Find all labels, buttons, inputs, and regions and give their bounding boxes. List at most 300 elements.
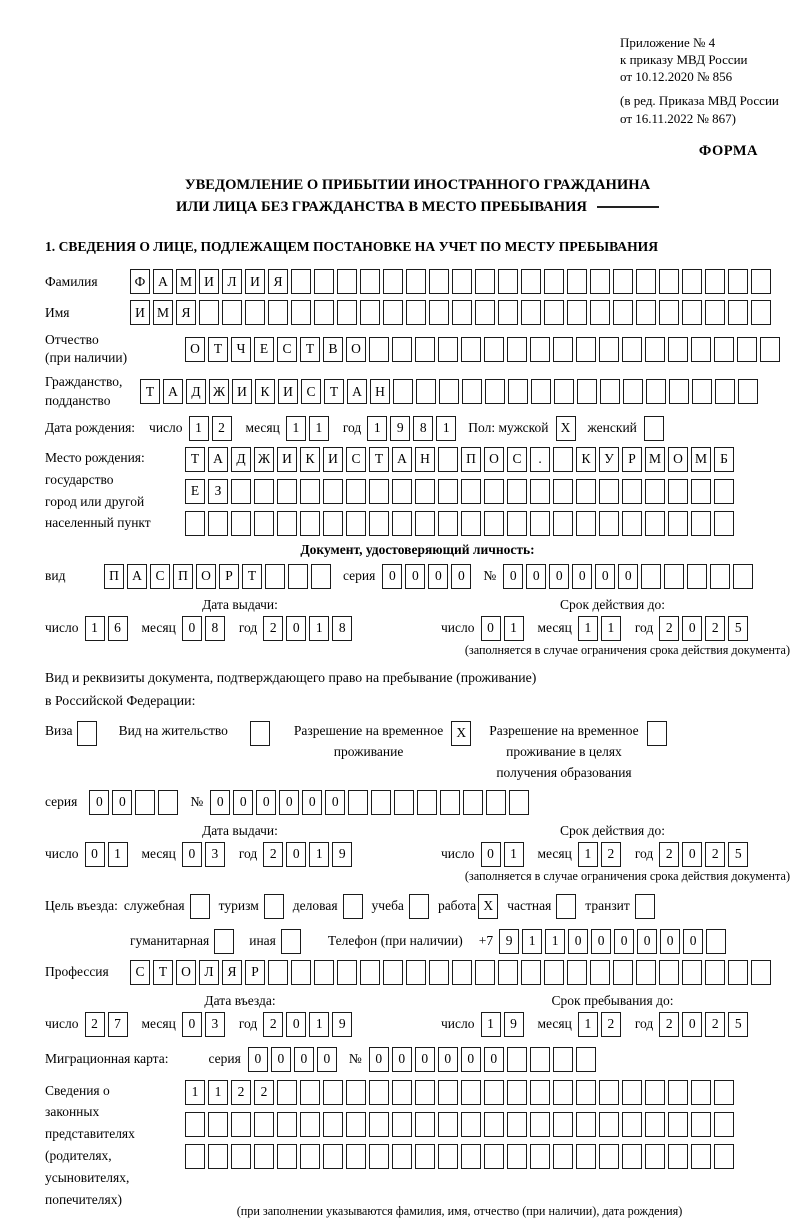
char-cell[interactable]	[485, 379, 505, 404]
char-cell[interactable]	[484, 1080, 504, 1105]
char-cell[interactable]: 0	[637, 929, 657, 954]
char-cell[interactable]	[348, 790, 368, 815]
char-cell[interactable]: И	[245, 269, 265, 294]
char-cell[interactable]: А	[208, 447, 228, 472]
char-cell[interactable]	[360, 300, 380, 325]
char-cell[interactable]	[462, 379, 482, 404]
char-cell[interactable]: 0	[503, 564, 523, 589]
char-cell[interactable]	[475, 960, 495, 985]
char-cell[interactable]	[314, 960, 334, 985]
char-cell[interactable]	[406, 960, 426, 985]
char-cell[interactable]: С	[301, 379, 321, 404]
char-cell[interactable]	[264, 894, 284, 919]
char-cell[interactable]	[576, 1047, 596, 1072]
char-cell[interactable]	[751, 960, 771, 985]
char-cell[interactable]	[567, 300, 587, 325]
char-cell[interactable]: X	[478, 894, 498, 919]
char-cell[interactable]: З	[208, 479, 228, 504]
char-cell[interactable]: 1	[436, 416, 456, 441]
char-cell[interactable]: 0	[286, 842, 306, 867]
char-cell[interactable]	[254, 1112, 274, 1137]
char-cell[interactable]: 0	[286, 616, 306, 641]
char-cell[interactable]: 2	[263, 842, 283, 867]
char-cell[interactable]: 0	[182, 1012, 202, 1037]
char-cell[interactable]: 8	[332, 616, 352, 641]
char-cell[interactable]: 1	[108, 842, 128, 867]
char-cell[interactable]	[509, 790, 529, 815]
char-cell[interactable]: 0	[682, 616, 702, 641]
char-cell[interactable]	[691, 1112, 711, 1137]
char-cell[interactable]	[383, 269, 403, 294]
char-cell[interactable]	[475, 300, 495, 325]
char-cell[interactable]	[507, 337, 527, 362]
char-cell[interactable]	[254, 479, 274, 504]
char-cell[interactable]	[544, 269, 564, 294]
char-cell[interactable]	[507, 1047, 527, 1072]
char-cell[interactable]: 9	[504, 1012, 524, 1037]
char-cell[interactable]: И	[323, 447, 343, 472]
char-cell[interactable]: 0	[568, 929, 588, 954]
char-cell[interactable]: Ж	[254, 447, 274, 472]
char-cell[interactable]	[268, 300, 288, 325]
char-cell[interactable]	[268, 960, 288, 985]
char-cell[interactable]	[530, 1144, 550, 1169]
char-cell[interactable]	[645, 337, 665, 362]
char-cell[interactable]: М	[645, 447, 665, 472]
char-cell[interactable]	[498, 269, 518, 294]
char-cell[interactable]	[530, 511, 550, 536]
char-cell[interactable]	[507, 511, 527, 536]
char-cell[interactable]	[291, 300, 311, 325]
char-cell[interactable]	[507, 1080, 527, 1105]
char-cell[interactable]: Р	[622, 447, 642, 472]
char-cell[interactable]: Я	[268, 269, 288, 294]
char-cell[interactable]: 0	[112, 790, 132, 815]
char-cell[interactable]	[553, 447, 573, 472]
char-cell[interactable]	[300, 479, 320, 504]
char-cell[interactable]	[576, 1144, 596, 1169]
char-cell[interactable]	[553, 337, 573, 362]
char-cell[interactable]: 0	[438, 1047, 458, 1072]
char-cell[interactable]	[409, 894, 429, 919]
char-cell[interactable]	[576, 337, 596, 362]
char-cell[interactable]	[623, 379, 643, 404]
char-cell[interactable]	[644, 416, 664, 441]
char-cell[interactable]: 0	[248, 1047, 268, 1072]
char-cell[interactable]	[553, 1047, 573, 1072]
char-cell[interactable]: 2	[212, 416, 232, 441]
char-cell[interactable]: 7	[108, 1012, 128, 1037]
char-cell[interactable]	[484, 1144, 504, 1169]
char-cell[interactable]	[406, 300, 426, 325]
char-cell[interactable]	[659, 300, 679, 325]
char-cell[interactable]: 0	[317, 1047, 337, 1072]
char-cell[interactable]	[705, 960, 725, 985]
char-cell[interactable]	[360, 269, 380, 294]
char-cell[interactable]	[714, 479, 734, 504]
char-cell[interactable]	[392, 1112, 412, 1137]
char-cell[interactable]: 0	[256, 790, 276, 815]
char-cell[interactable]: 0	[549, 564, 569, 589]
char-cell[interactable]	[185, 1144, 205, 1169]
char-cell[interactable]	[668, 479, 688, 504]
char-cell[interactable]	[645, 1080, 665, 1105]
char-cell[interactable]	[486, 790, 506, 815]
char-cell[interactable]	[461, 1080, 481, 1105]
char-cell[interactable]	[438, 1080, 458, 1105]
char-cell[interactable]: 5	[728, 616, 748, 641]
char-cell[interactable]: 1	[504, 842, 524, 867]
char-cell[interactable]	[692, 379, 712, 404]
char-cell[interactable]: 1	[545, 929, 565, 954]
char-cell[interactable]: 0	[382, 564, 402, 589]
char-cell[interactable]	[664, 564, 684, 589]
char-cell[interactable]: Д	[231, 447, 251, 472]
char-cell[interactable]	[406, 269, 426, 294]
char-cell[interactable]	[415, 511, 435, 536]
char-cell[interactable]	[415, 479, 435, 504]
char-cell[interactable]: 2	[659, 1012, 679, 1037]
char-cell[interactable]	[415, 337, 435, 362]
char-cell[interactable]	[714, 1144, 734, 1169]
char-cell[interactable]	[645, 1112, 665, 1137]
char-cell[interactable]	[682, 960, 702, 985]
char-cell[interactable]	[438, 447, 458, 472]
char-cell[interactable]: 2	[705, 842, 725, 867]
char-cell[interactable]	[337, 960, 357, 985]
char-cell[interactable]: О	[484, 447, 504, 472]
char-cell[interactable]: 0	[182, 842, 202, 867]
char-cell[interactable]	[567, 269, 587, 294]
char-cell[interactable]	[429, 960, 449, 985]
char-cell[interactable]	[231, 1112, 251, 1137]
char-cell[interactable]	[751, 300, 771, 325]
char-cell[interactable]: Л	[222, 269, 242, 294]
char-cell[interactable]	[576, 479, 596, 504]
char-cell[interactable]	[530, 1112, 550, 1137]
char-cell[interactable]	[369, 1112, 389, 1137]
char-cell[interactable]: 2	[254, 1080, 274, 1105]
char-cell[interactable]	[369, 479, 389, 504]
char-cell[interactable]	[714, 511, 734, 536]
char-cell[interactable]	[199, 300, 219, 325]
char-cell[interactable]: А	[153, 269, 173, 294]
char-cell[interactable]	[521, 269, 541, 294]
char-cell[interactable]: 0	[369, 1047, 389, 1072]
char-cell[interactable]	[484, 1112, 504, 1137]
char-cell[interactable]	[691, 479, 711, 504]
char-cell[interactable]	[622, 1080, 642, 1105]
char-cell[interactable]	[498, 300, 518, 325]
char-cell[interactable]: 1	[504, 616, 524, 641]
char-cell[interactable]: 0	[182, 616, 202, 641]
char-cell[interactable]	[231, 1144, 251, 1169]
char-cell[interactable]	[291, 960, 311, 985]
char-cell[interactable]: 6	[108, 616, 128, 641]
char-cell[interactable]: .	[530, 447, 550, 472]
char-cell[interactable]	[622, 1144, 642, 1169]
char-cell[interactable]	[577, 379, 597, 404]
char-cell[interactable]	[440, 790, 460, 815]
char-cell[interactable]: 2	[231, 1080, 251, 1105]
char-cell[interactable]: 1	[309, 416, 329, 441]
char-cell[interactable]: С	[507, 447, 527, 472]
char-cell[interactable]	[668, 1080, 688, 1105]
char-cell[interactable]	[636, 960, 656, 985]
char-cell[interactable]	[554, 379, 574, 404]
char-cell[interactable]	[369, 1144, 389, 1169]
char-cell[interactable]: О	[176, 960, 196, 985]
char-cell[interactable]: 1	[578, 616, 598, 641]
char-cell[interactable]: 0	[683, 929, 703, 954]
char-cell[interactable]	[461, 1112, 481, 1137]
char-cell[interactable]	[553, 1144, 573, 1169]
char-cell[interactable]: 0	[271, 1047, 291, 1072]
char-cell[interactable]	[484, 337, 504, 362]
char-cell[interactable]	[576, 1080, 596, 1105]
char-cell[interactable]	[452, 269, 472, 294]
char-cell[interactable]	[383, 960, 403, 985]
char-cell[interactable]	[576, 1112, 596, 1137]
char-cell[interactable]: Ж	[209, 379, 229, 404]
char-cell[interactable]: Т	[153, 960, 173, 985]
char-cell[interactable]	[728, 269, 748, 294]
char-cell[interactable]: 0	[481, 616, 501, 641]
char-cell[interactable]	[337, 300, 357, 325]
char-cell[interactable]	[300, 1080, 320, 1105]
char-cell[interactable]	[645, 479, 665, 504]
char-cell[interactable]	[682, 269, 702, 294]
char-cell[interactable]	[415, 1080, 435, 1105]
char-cell[interactable]: Д	[186, 379, 206, 404]
char-cell[interactable]: 3	[205, 1012, 225, 1037]
char-cell[interactable]: Н	[415, 447, 435, 472]
char-cell[interactable]	[346, 1144, 366, 1169]
char-cell[interactable]	[369, 1080, 389, 1105]
char-cell[interactable]	[190, 894, 210, 919]
char-cell[interactable]	[751, 269, 771, 294]
char-cell[interactable]	[371, 790, 391, 815]
char-cell[interactable]	[392, 511, 412, 536]
char-cell[interactable]	[668, 1144, 688, 1169]
char-cell[interactable]	[521, 960, 541, 985]
char-cell[interactable]	[254, 511, 274, 536]
char-cell[interactable]: 2	[705, 1012, 725, 1037]
char-cell[interactable]	[714, 1112, 734, 1137]
char-cell[interactable]: 0	[451, 564, 471, 589]
char-cell[interactable]: 1	[208, 1080, 228, 1105]
char-cell[interactable]	[254, 1144, 274, 1169]
char-cell[interactable]	[360, 960, 380, 985]
char-cell[interactable]	[600, 379, 620, 404]
char-cell[interactable]: И	[277, 447, 297, 472]
char-cell[interactable]	[705, 269, 725, 294]
char-cell[interactable]: П	[173, 564, 193, 589]
char-cell[interactable]	[553, 479, 573, 504]
char-cell[interactable]: Т	[185, 447, 205, 472]
char-cell[interactable]	[645, 511, 665, 536]
char-cell[interactable]	[760, 337, 780, 362]
char-cell[interactable]: 0	[660, 929, 680, 954]
char-cell[interactable]	[737, 337, 757, 362]
char-cell[interactable]: 2	[263, 616, 283, 641]
char-cell[interactable]: 0	[481, 842, 501, 867]
char-cell[interactable]	[507, 479, 527, 504]
char-cell[interactable]	[590, 960, 610, 985]
char-cell[interactable]: М	[153, 300, 173, 325]
char-cell[interactable]	[383, 300, 403, 325]
char-cell[interactable]	[590, 300, 610, 325]
char-cell[interactable]	[556, 894, 576, 919]
char-cell[interactable]	[346, 1080, 366, 1105]
char-cell[interactable]: М	[691, 447, 711, 472]
char-cell[interactable]	[452, 300, 472, 325]
char-cell[interactable]: С	[277, 337, 297, 362]
char-cell[interactable]: 9	[390, 416, 410, 441]
char-cell[interactable]: Т	[140, 379, 160, 404]
char-cell[interactable]	[461, 511, 481, 536]
char-cell[interactable]	[185, 1112, 205, 1137]
char-cell[interactable]: 1	[189, 416, 209, 441]
char-cell[interactable]	[277, 479, 297, 504]
char-cell[interactable]	[622, 511, 642, 536]
char-cell[interactable]	[438, 1144, 458, 1169]
char-cell[interactable]: 0	[302, 790, 322, 815]
char-cell[interactable]	[691, 511, 711, 536]
char-cell[interactable]: И	[232, 379, 252, 404]
char-cell[interactable]: 1	[367, 416, 387, 441]
char-cell[interactable]: А	[392, 447, 412, 472]
char-cell[interactable]	[544, 300, 564, 325]
char-cell[interactable]	[567, 960, 587, 985]
char-cell[interactable]	[544, 960, 564, 985]
char-cell[interactable]: 0	[286, 1012, 306, 1037]
char-cell[interactable]	[669, 379, 689, 404]
char-cell[interactable]	[300, 1112, 320, 1137]
char-cell[interactable]	[622, 479, 642, 504]
char-cell[interactable]	[343, 894, 363, 919]
char-cell[interactable]	[337, 269, 357, 294]
char-cell[interactable]	[553, 511, 573, 536]
char-cell[interactable]	[682, 300, 702, 325]
char-cell[interactable]: 1	[309, 1012, 329, 1037]
char-cell[interactable]	[158, 790, 178, 815]
char-cell[interactable]	[622, 337, 642, 362]
char-cell[interactable]	[635, 894, 655, 919]
char-cell[interactable]	[277, 511, 297, 536]
char-cell[interactable]	[438, 337, 458, 362]
char-cell[interactable]: Я	[176, 300, 196, 325]
char-cell[interactable]	[461, 1144, 481, 1169]
char-cell[interactable]	[281, 929, 301, 954]
char-cell[interactable]	[214, 929, 234, 954]
char-cell[interactable]: 0	[89, 790, 109, 815]
char-cell[interactable]	[323, 511, 343, 536]
char-cell[interactable]	[135, 790, 155, 815]
char-cell[interactable]	[553, 1080, 573, 1105]
char-cell[interactable]	[484, 511, 504, 536]
char-cell[interactable]: К	[255, 379, 275, 404]
char-cell[interactable]	[531, 379, 551, 404]
char-cell[interactable]: 1	[185, 1080, 205, 1105]
char-cell[interactable]	[323, 1080, 343, 1105]
char-cell[interactable]	[323, 479, 343, 504]
char-cell[interactable]: 1	[601, 616, 621, 641]
char-cell[interactable]	[498, 960, 518, 985]
char-cell[interactable]	[738, 379, 758, 404]
char-cell[interactable]: П	[104, 564, 124, 589]
char-cell[interactable]: Р	[219, 564, 239, 589]
char-cell[interactable]	[647, 721, 667, 746]
char-cell[interactable]	[714, 1080, 734, 1105]
char-cell[interactable]: Н	[370, 379, 390, 404]
char-cell[interactable]: 0	[572, 564, 592, 589]
char-cell[interactable]	[636, 300, 656, 325]
char-cell[interactable]	[636, 269, 656, 294]
char-cell[interactable]: 5	[728, 842, 748, 867]
char-cell[interactable]	[622, 1112, 642, 1137]
char-cell[interactable]: О	[196, 564, 216, 589]
char-cell[interactable]	[323, 1144, 343, 1169]
char-cell[interactable]: С	[346, 447, 366, 472]
char-cell[interactable]	[438, 1112, 458, 1137]
char-cell[interactable]	[369, 511, 389, 536]
char-cell[interactable]	[599, 1112, 619, 1137]
char-cell[interactable]	[311, 564, 331, 589]
char-cell[interactable]	[659, 269, 679, 294]
char-cell[interactable]	[277, 1112, 297, 1137]
char-cell[interactable]	[392, 479, 412, 504]
char-cell[interactable]: 0	[428, 564, 448, 589]
char-cell[interactable]: М	[176, 269, 196, 294]
char-cell[interactable]: К	[300, 447, 320, 472]
char-cell[interactable]	[461, 337, 481, 362]
char-cell[interactable]	[687, 564, 707, 589]
char-cell[interactable]: 0	[614, 929, 634, 954]
char-cell[interactable]: 0	[591, 929, 611, 954]
char-cell[interactable]: Т	[369, 447, 389, 472]
char-cell[interactable]: 9	[332, 1012, 352, 1037]
char-cell[interactable]	[452, 960, 472, 985]
char-cell[interactable]	[415, 1112, 435, 1137]
char-cell[interactable]	[507, 1112, 527, 1137]
char-cell[interactable]: Р	[245, 960, 265, 985]
char-cell[interactable]	[576, 511, 596, 536]
char-cell[interactable]: Я	[222, 960, 242, 985]
char-cell[interactable]: 1	[578, 1012, 598, 1037]
char-cell[interactable]	[715, 379, 735, 404]
char-cell[interactable]	[346, 511, 366, 536]
char-cell[interactable]	[733, 564, 753, 589]
char-cell[interactable]	[530, 1080, 550, 1105]
char-cell[interactable]	[599, 479, 619, 504]
char-cell[interactable]: 1	[522, 929, 542, 954]
char-cell[interactable]: 2	[601, 1012, 621, 1037]
char-cell[interactable]: О	[185, 337, 205, 362]
char-cell[interactable]: 0	[618, 564, 638, 589]
char-cell[interactable]: 2	[659, 616, 679, 641]
char-cell[interactable]: 0	[279, 790, 299, 815]
char-cell[interactable]	[245, 300, 265, 325]
char-cell[interactable]: 1	[481, 1012, 501, 1037]
char-cell[interactable]	[415, 1144, 435, 1169]
char-cell[interactable]	[394, 790, 414, 815]
char-cell[interactable]: 0	[682, 842, 702, 867]
char-cell[interactable]	[392, 1080, 412, 1105]
char-cell[interactable]	[314, 269, 334, 294]
char-cell[interactable]: П	[461, 447, 481, 472]
char-cell[interactable]: К	[576, 447, 596, 472]
